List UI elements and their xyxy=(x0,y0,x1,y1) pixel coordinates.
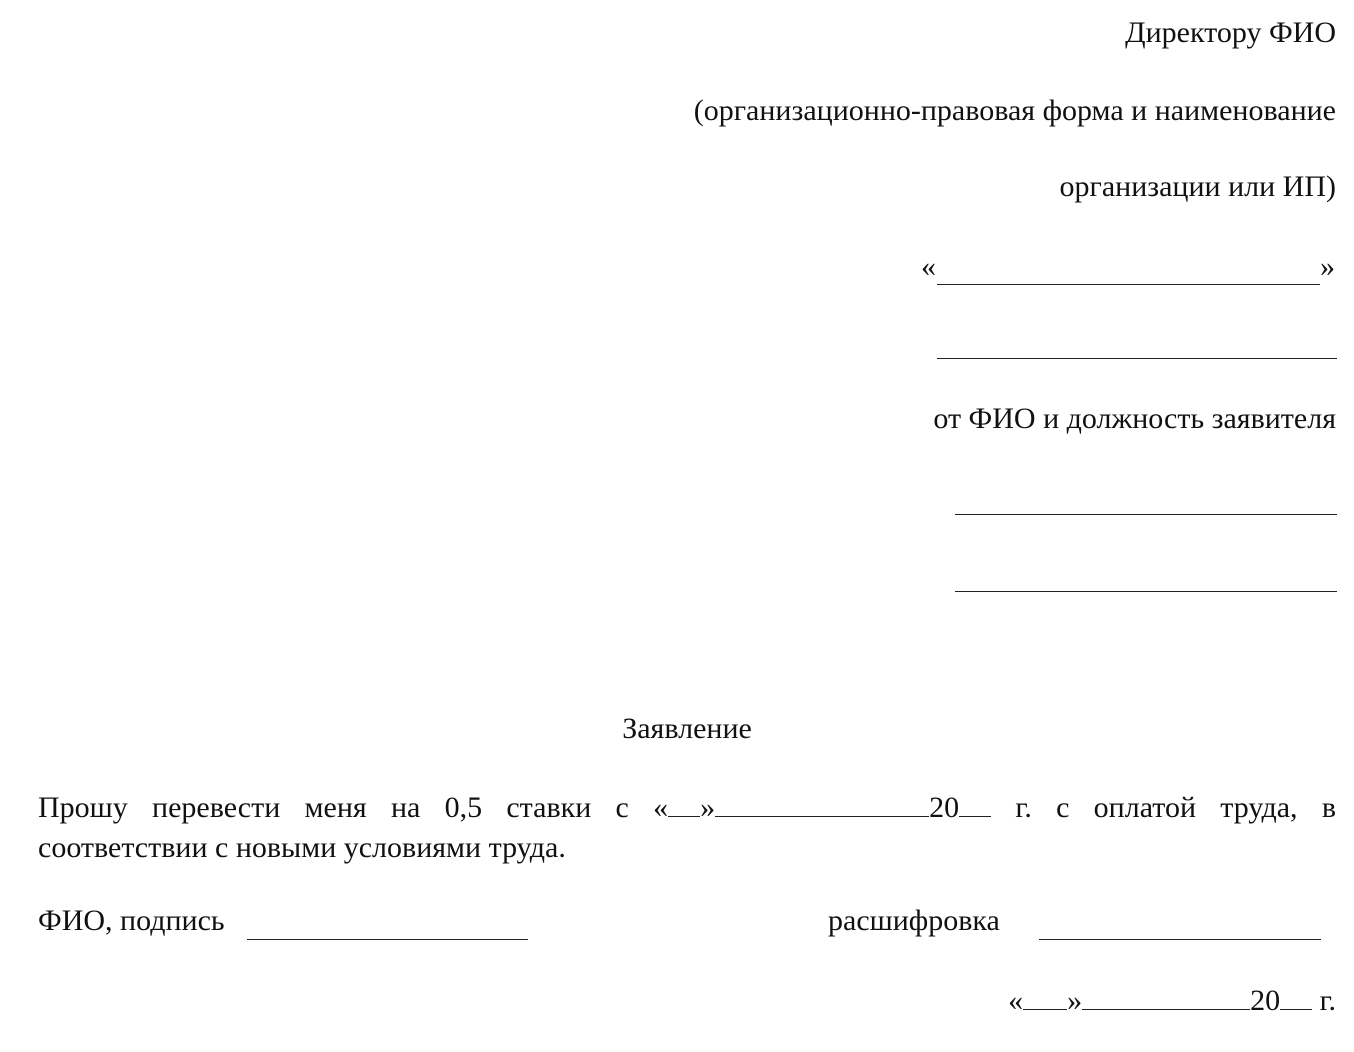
date-quote-open: « xyxy=(1008,984,1024,1017)
signature-label: ФИО, подпись xyxy=(38,904,225,937)
addressee-director: Директору ФИО xyxy=(1125,16,1336,49)
decode-label: расшифровка xyxy=(828,904,1000,937)
from-applicant-label: от ФИО и должность заявителя xyxy=(933,402,1336,435)
date-row xyxy=(1008,984,1336,1018)
date-year-blank[interactable] xyxy=(1280,985,1312,1010)
org-name-quote-open: « xyxy=(921,250,936,283)
signature-blank[interactable] xyxy=(247,939,528,940)
statement-line-2: соответствии с новыми условиями труда. xyxy=(38,831,566,864)
statement-year-prefix: 20 xyxy=(929,791,960,824)
day-blank[interactable] xyxy=(668,792,700,817)
statement-body xyxy=(38,788,1336,868)
year-blank[interactable] xyxy=(959,792,991,817)
decode-blank[interactable] xyxy=(1039,939,1321,940)
address-blank-line[interactable] xyxy=(937,358,1337,359)
statement-line-1 xyxy=(38,788,1336,828)
statement-quote-close: » xyxy=(700,791,716,824)
date-suffix: г. xyxy=(1312,984,1336,1017)
statement-text-start: Прошу перевести меня на 0,5 ставки с « xyxy=(38,791,669,824)
addressee-org-line-2: организации или ИП) xyxy=(1059,170,1336,203)
applicant-blank-line-2[interactable] xyxy=(955,591,1337,592)
date-quote-close: » xyxy=(1067,984,1083,1017)
month-blank[interactable] xyxy=(715,792,929,817)
date-day-blank[interactable] xyxy=(1023,985,1067,1010)
applicant-blank-line-1[interactable] xyxy=(955,514,1337,515)
org-name-quote-close: » xyxy=(1320,250,1335,283)
document-title: Заявление xyxy=(622,712,752,745)
date-month-blank[interactable] xyxy=(1082,985,1250,1010)
statement-text-end: г. с оплатой труда, в xyxy=(991,791,1336,824)
date-year-prefix: 20 xyxy=(1250,984,1281,1017)
addressee-org-line-1: (организационно-правовая форма и наименование xyxy=(693,94,1336,127)
org-name-blank[interactable] xyxy=(937,284,1320,285)
